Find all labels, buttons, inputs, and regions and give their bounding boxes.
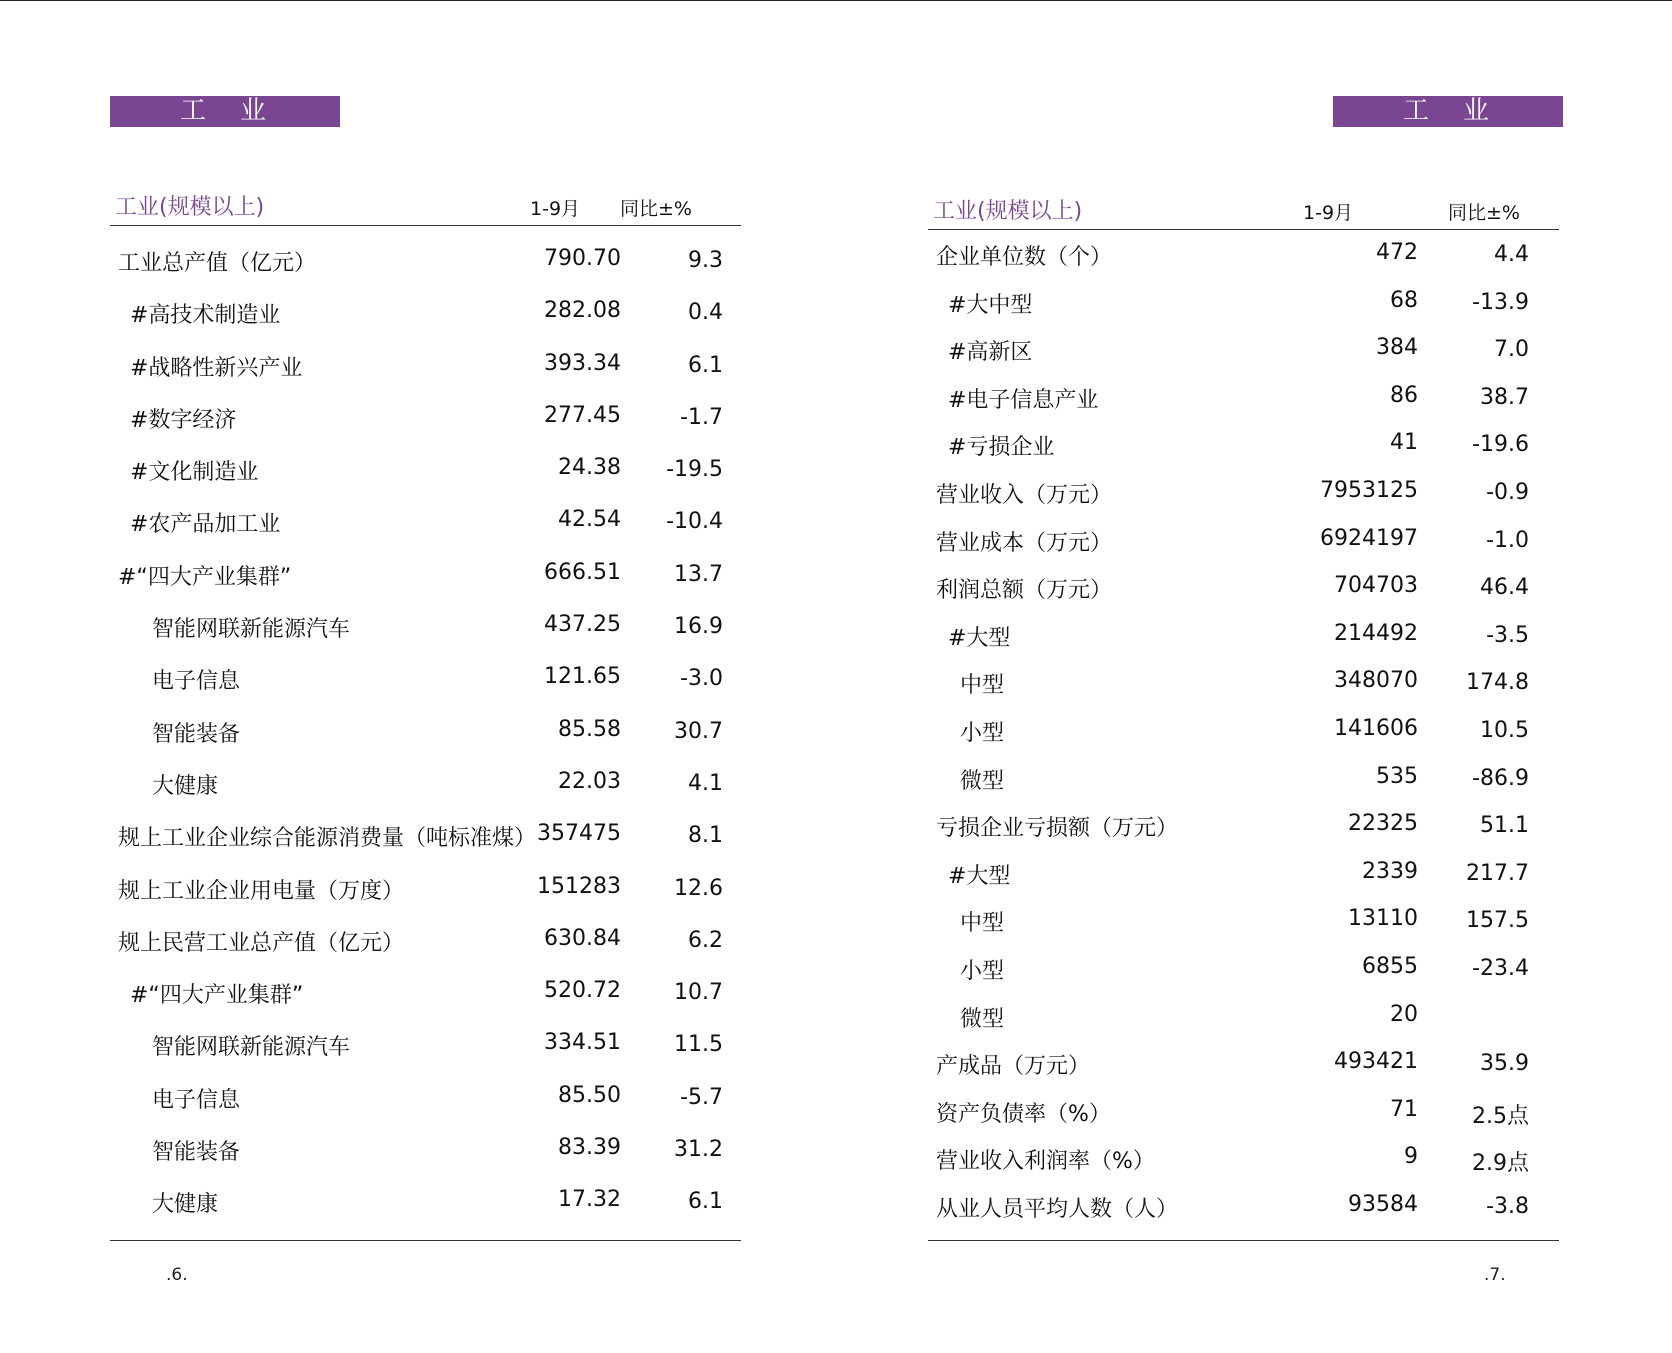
row-label: 小型 bbox=[960, 720, 1005, 746]
row-change: 4.1 bbox=[688, 770, 723, 796]
table-bottom-rule bbox=[928, 1240, 1559, 1241]
row-label: 从业人员平均人数（人） bbox=[936, 1196, 1179, 1222]
row-change: 4.4 bbox=[1494, 242, 1529, 267]
row-change: 16.9 bbox=[674, 614, 723, 640]
row-label: #农产品加工业 bbox=[130, 512, 281, 538]
column-header-change: 同比±% bbox=[620, 198, 692, 220]
row-label: #电子信息产业 bbox=[948, 387, 1099, 413]
row-label: 大健康 bbox=[152, 1192, 219, 1218]
row-label: 智能装备 bbox=[152, 721, 241, 747]
row-change: 35.9 bbox=[1480, 1051, 1529, 1077]
row-label: 利润总额（万元） bbox=[936, 578, 1113, 604]
row-label: 大健康 bbox=[152, 773, 219, 799]
row-value: 85.58 bbox=[558, 716, 621, 742]
row-label: 营业收入（万元） bbox=[936, 482, 1113, 508]
row-label: 资产负债率（%） bbox=[936, 1101, 1111, 1127]
row-value: 121.65 bbox=[544, 664, 621, 690]
table-row bbox=[110, 920, 741, 972]
row-change: 2.9点 bbox=[1472, 1151, 1529, 1177]
row-label: #亏损企业 bbox=[948, 435, 1055, 461]
row-value: 790.70 bbox=[544, 246, 621, 271]
table-row bbox=[110, 1181, 741, 1233]
page-right bbox=[836, 0, 1672, 1353]
table-row bbox=[928, 472, 1559, 520]
row-label: 企业单位数（个） bbox=[936, 245, 1113, 270]
row-value: 68 bbox=[1390, 287, 1418, 313]
table-row bbox=[928, 900, 1559, 948]
row-change: -3.5 bbox=[1486, 622, 1529, 648]
row-value: 493421 bbox=[1334, 1049, 1418, 1075]
header-rule bbox=[110, 225, 741, 226]
table-row bbox=[928, 758, 1559, 806]
row-change: 51.1 bbox=[1480, 813, 1529, 839]
table-header bbox=[928, 190, 1559, 230]
row-label: 电子信息 bbox=[152, 1087, 241, 1113]
row-change: 6.1 bbox=[688, 352, 723, 378]
row-value: 704703 bbox=[1334, 573, 1418, 599]
row-value: 6855 bbox=[1362, 953, 1418, 979]
row-change: 31.2 bbox=[674, 1137, 723, 1163]
row-value: 348070 bbox=[1334, 668, 1418, 694]
table-row bbox=[110, 345, 741, 397]
row-change: 10.7 bbox=[674, 980, 723, 1006]
row-change: -19.5 bbox=[666, 457, 723, 483]
table-row bbox=[928, 282, 1559, 330]
row-label: 营业收入利润率（%） bbox=[936, 1149, 1155, 1175]
table-row bbox=[110, 658, 741, 710]
table-row bbox=[110, 972, 741, 1024]
column-header-change: 同比±% bbox=[1448, 202, 1520, 224]
row-value: 357475 bbox=[537, 821, 621, 847]
header-rule bbox=[928, 229, 1559, 230]
table-row bbox=[110, 1024, 741, 1076]
table-row bbox=[110, 1129, 741, 1181]
table-row bbox=[110, 1077, 741, 1129]
table-row bbox=[928, 615, 1559, 663]
row-value: 71 bbox=[1390, 1096, 1418, 1122]
table-row bbox=[110, 868, 741, 920]
row-value: 22.03 bbox=[558, 768, 621, 794]
page-number: .7. bbox=[1484, 1265, 1506, 1285]
row-change: -3.0 bbox=[680, 666, 723, 692]
row-label: #大型 bbox=[948, 863, 1011, 889]
table-bottom-rule bbox=[110, 1240, 741, 1241]
row-label: 亏损企业亏损额（万元） bbox=[936, 816, 1179, 842]
table-row bbox=[928, 234, 1559, 282]
row-value: 393.34 bbox=[544, 350, 621, 376]
row-value: 24.38 bbox=[558, 455, 621, 481]
row-label: 小型 bbox=[960, 958, 1005, 984]
table-body bbox=[110, 240, 741, 1234]
table-header bbox=[110, 186, 741, 226]
table-row bbox=[110, 397, 741, 449]
row-value: 520.72 bbox=[544, 978, 621, 1004]
table-row bbox=[110, 606, 741, 658]
row-change: -3.8 bbox=[1486, 1193, 1529, 1219]
table-row bbox=[110, 554, 741, 606]
row-label: #高技术制造业 bbox=[130, 303, 281, 329]
row-change: -1.0 bbox=[1486, 527, 1529, 553]
page-number: .6. bbox=[166, 1265, 188, 1285]
row-label: 营业成本（万元） bbox=[936, 530, 1113, 556]
row-label: 微型 bbox=[960, 768, 1005, 794]
row-value: 666.51 bbox=[544, 559, 621, 585]
row-label: 智能网联新能源汽车 bbox=[152, 617, 351, 643]
table-row bbox=[928, 996, 1559, 1044]
section-tab: 工 业 bbox=[1333, 96, 1563, 127]
row-change: 6.1 bbox=[688, 1189, 723, 1215]
table-row bbox=[928, 805, 1559, 853]
row-label: 电子信息 bbox=[152, 669, 241, 695]
row-label: #战略性新兴产业 bbox=[130, 355, 303, 381]
row-label: 智能装备 bbox=[152, 1140, 241, 1166]
row-value: 282.08 bbox=[544, 298, 621, 324]
row-value: 13110 bbox=[1348, 906, 1418, 932]
row-value: 17.32 bbox=[558, 1187, 621, 1213]
row-value: 277.45 bbox=[544, 402, 621, 428]
row-value: 86 bbox=[1390, 382, 1418, 408]
table-row bbox=[928, 377, 1559, 425]
row-value: 437.25 bbox=[544, 612, 621, 638]
row-label: #高新区 bbox=[948, 340, 1033, 366]
row-label: #“四大产业集群” bbox=[118, 564, 292, 590]
row-change: -1.7 bbox=[680, 404, 723, 430]
row-change: 12.6 bbox=[674, 875, 723, 901]
row-label: 产成品（万元） bbox=[936, 1054, 1091, 1080]
row-change: -86.9 bbox=[1472, 765, 1529, 791]
row-value: 20 bbox=[1390, 1001, 1418, 1027]
table-row bbox=[110, 711, 741, 763]
table-row bbox=[928, 710, 1559, 758]
row-value: 41 bbox=[1390, 430, 1418, 456]
table-row bbox=[928, 1186, 1559, 1234]
table-row bbox=[928, 948, 1559, 996]
row-value: 384 bbox=[1376, 335, 1418, 361]
row-value: 6924197 bbox=[1320, 525, 1418, 551]
row-change: 217.7 bbox=[1466, 860, 1529, 886]
table-row bbox=[928, 853, 1559, 901]
row-value: 42.54 bbox=[558, 507, 621, 533]
row-label: 中型 bbox=[960, 673, 1005, 699]
table-row bbox=[928, 424, 1559, 472]
row-change: 8.1 bbox=[688, 823, 723, 849]
table-row bbox=[928, 567, 1559, 615]
row-value: 214492 bbox=[1334, 620, 1418, 646]
row-change: 157.5 bbox=[1466, 908, 1529, 934]
row-label: 中型 bbox=[960, 911, 1005, 937]
row-label: 智能网联新能源汽车 bbox=[152, 1035, 351, 1061]
row-value: 334.51 bbox=[544, 1030, 621, 1056]
table-body bbox=[928, 234, 1559, 1233]
row-change: -5.7 bbox=[680, 1084, 723, 1110]
row-change: 6.2 bbox=[688, 927, 723, 953]
table-row bbox=[110, 292, 741, 344]
row-label: 规上工业企业用电量（万度） bbox=[118, 878, 405, 904]
table-row bbox=[110, 501, 741, 553]
row-label: 工业总产值（亿元） bbox=[118, 251, 317, 276]
table-row bbox=[928, 1091, 1559, 1139]
row-change: -13.9 bbox=[1472, 289, 1529, 315]
row-label: #大中型 bbox=[948, 292, 1033, 318]
row-value: 7953125 bbox=[1320, 477, 1418, 503]
row-label: #文化制造业 bbox=[130, 460, 259, 486]
table-row bbox=[928, 520, 1559, 568]
row-change: 13.7 bbox=[674, 561, 723, 587]
row-change: 38.7 bbox=[1480, 384, 1529, 410]
row-change: 9.3 bbox=[688, 248, 723, 273]
table-row bbox=[110, 240, 741, 292]
section-tab: 工 业 bbox=[110, 96, 340, 127]
table-row bbox=[110, 815, 741, 867]
row-label: 微型 bbox=[960, 1006, 1005, 1032]
table-row bbox=[928, 1138, 1559, 1186]
row-value: 93584 bbox=[1348, 1191, 1418, 1217]
table-title: 工业(规模以上) bbox=[115, 195, 265, 220]
row-value: 2339 bbox=[1362, 858, 1418, 884]
row-label: 规上民营工业总产值（亿元） bbox=[118, 930, 405, 956]
table-title: 工业(规模以上) bbox=[933, 199, 1083, 224]
row-label: #数字经济 bbox=[130, 407, 237, 433]
row-change: -10.4 bbox=[666, 509, 723, 535]
table-row bbox=[110, 763, 741, 815]
row-label: 规上工业企业综合能源消费量（吨标准煤） bbox=[118, 826, 537, 852]
row-change: -19.6 bbox=[1472, 432, 1529, 458]
row-change: 174.8 bbox=[1466, 670, 1529, 696]
row-value: 83.39 bbox=[558, 1135, 621, 1161]
row-value: 85.50 bbox=[558, 1082, 621, 1108]
row-change: 2.5点 bbox=[1472, 1103, 1529, 1129]
row-value: 630.84 bbox=[544, 925, 621, 951]
table-row bbox=[928, 1043, 1559, 1091]
row-change: 0.4 bbox=[688, 300, 723, 326]
row-change: -0.9 bbox=[1486, 479, 1529, 505]
table-row bbox=[928, 329, 1559, 377]
column-header-period: 1-9月 bbox=[530, 198, 581, 220]
row-value: 472 bbox=[1376, 240, 1418, 265]
row-value: 9 bbox=[1404, 1144, 1418, 1170]
row-change: 10.5 bbox=[1480, 717, 1529, 743]
row-label: #“四大产业集群” bbox=[130, 983, 304, 1009]
row-change: -23.4 bbox=[1472, 955, 1529, 981]
row-value: 141606 bbox=[1334, 715, 1418, 741]
row-value: 22325 bbox=[1348, 811, 1418, 837]
column-header-period: 1-9月 bbox=[1303, 202, 1354, 224]
row-value: 151283 bbox=[537, 873, 621, 899]
row-value: 535 bbox=[1376, 763, 1418, 789]
row-label: #大型 bbox=[948, 625, 1011, 651]
row-change: 7.0 bbox=[1494, 337, 1529, 363]
row-change: 30.7 bbox=[674, 718, 723, 744]
table-row bbox=[928, 662, 1559, 710]
row-change: 46.4 bbox=[1480, 575, 1529, 601]
table-row bbox=[110, 449, 741, 501]
row-change: 11.5 bbox=[674, 1032, 723, 1058]
